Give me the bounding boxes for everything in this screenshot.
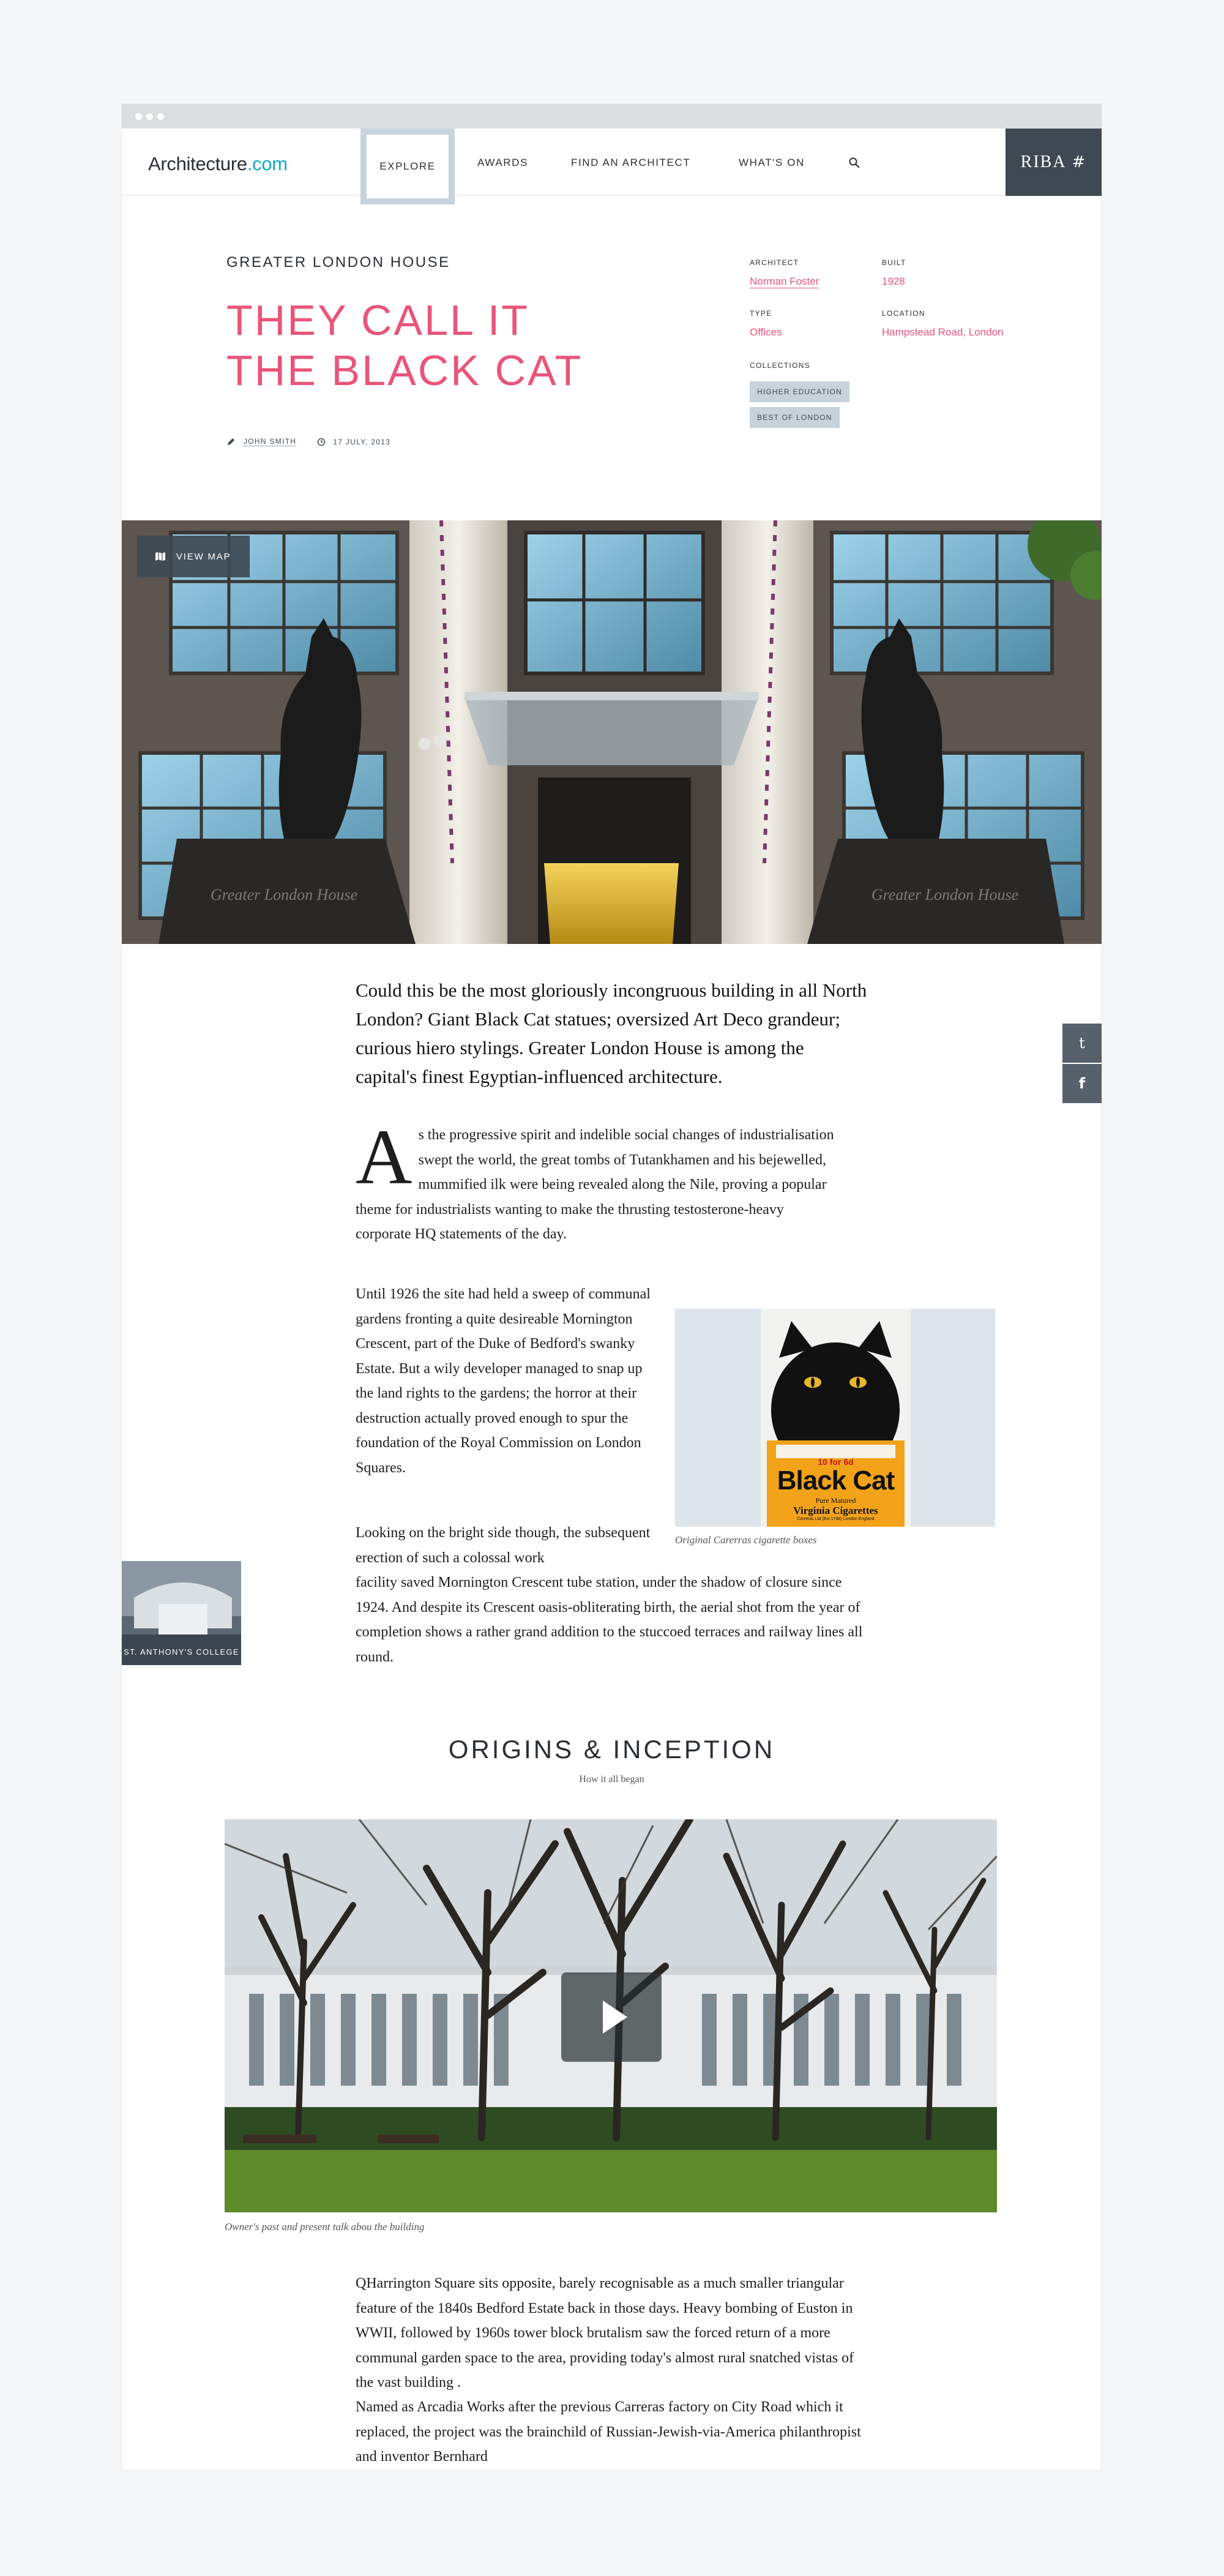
map-icon xyxy=(155,552,165,561)
body-paragraph-1: As the progressive spirit and indelible social changes of industrialisation swept the world, the great tombs of Tutankhamen and his bejewelled, mummified ilk were being revealed along the Nile, proving a popular theme for industrialists wanting to make the thrusting testosterone-heavy corporate HQ statements of the day. xyxy=(356,1114,834,1242)
meta-built-label: BUILT xyxy=(882,258,906,267)
plinth-inscription-left: Greater London House xyxy=(210,886,358,904)
collection-tag-best-of-london[interactable]: BEST OF LONDON xyxy=(750,407,840,428)
body-paragraph-4: QHarrington Square sits opposite, barely recognisable as a much smaller triangular feature of the 1840s Bedford Estate back in those days. Heavy bombing of Euston in WWII, followed by 1960s tower block brutalism saw the forced return of a more communal garden space to the area, providing today's almost rural snatched vistas of the vast building . xyxy=(356,2275,854,2391)
body-paragraph-5: Named as Arcadia Works after the previous Carreras factory on City Road which it replaced, the project was the brainchild of Russian-Jewish-via-America philanthropist and inventor Bernhard xyxy=(356,2399,861,2465)
drop-cap: A xyxy=(356,1114,412,1200)
meta-architect-link[interactable]: Norman Foster xyxy=(750,275,819,287)
window-dot xyxy=(135,113,142,120)
meta-built-value[interactable]: 1928 xyxy=(882,275,905,287)
related-promo-tile[interactable] xyxy=(122,1561,241,1665)
nav-item-awards[interactable]: AWARDS xyxy=(477,157,528,168)
publish-date: 17 JULY, 2013 xyxy=(333,437,391,446)
search-icon[interactable] xyxy=(848,157,860,169)
meta-location-value[interactable]: Hampstead Road, London xyxy=(882,326,1004,338)
clock-icon xyxy=(317,438,326,446)
pack-brand: Black Cat xyxy=(777,1466,895,1496)
top-nav xyxy=(122,129,1102,196)
pack-line-2: Virginia Cigarettes xyxy=(793,1505,878,1516)
video-player[interactable] xyxy=(225,1819,997,2212)
body-paragraph-2: Until 1926 the site had held a sweep of communal gardens fronting a quite desireable Mornington Crescent, part of the Duke of Bedford's swanky Estate. But a wily developer managed to snap up the land rights to the gardens; the horror at their destruction actually proved enough to spur the foundation of the Royal Commission on London Squares. xyxy=(356,1286,651,1476)
browser-window xyxy=(122,104,1102,2470)
meta-type-value[interactable]: Offices xyxy=(750,326,782,338)
figure-caption: Original Carerras cigarette boxes xyxy=(675,1534,817,1546)
building-illustration xyxy=(122,520,1102,944)
play-icon xyxy=(561,1972,662,2062)
play-button[interactable] xyxy=(561,1972,662,2062)
hero-image xyxy=(122,520,1102,944)
author-link[interactable]: JOHN SMITH xyxy=(244,437,297,446)
meta-collections-label: COLLECTIONS xyxy=(750,361,810,370)
meta-location-label: LOCATION xyxy=(882,309,925,318)
collection-tag-higher-education[interactable]: HIGHER EDUCATION xyxy=(750,381,849,402)
promo-label: ST. ANTHONY'S COLLEGE xyxy=(124,1647,239,1657)
twitter-share-button[interactable] xyxy=(1062,1024,1102,1063)
window-chrome xyxy=(122,104,1102,129)
cigarette-pack-image xyxy=(675,1309,995,1527)
section-subtitle: How it all began xyxy=(579,1774,644,1784)
meta-type-label: TYPE xyxy=(750,309,772,318)
window-dot xyxy=(146,113,153,120)
nav-item-whats-on[interactable]: WHAT'S ON xyxy=(739,157,805,168)
article-title: THEY CALL IT THE BLACK CAT xyxy=(226,296,583,394)
pencil-icon xyxy=(226,438,235,446)
facebook-share-button[interactable] xyxy=(1062,1064,1102,1103)
pack-line-1: Pure Matured xyxy=(815,1496,856,1505)
facebook-icon: f xyxy=(1078,1075,1086,1092)
section-title: ORIGINS & INCEPTION xyxy=(448,1735,775,1764)
site-logo[interactable]: Architecture.com xyxy=(148,153,288,174)
pack-top-text: 10 for 6d xyxy=(818,1457,854,1467)
riba-logo[interactable]: RIBA # xyxy=(1006,129,1102,196)
plinth-inscription-right: Greater London House xyxy=(871,886,1019,904)
view-map-button[interactable]: VIEW MAP xyxy=(137,536,250,577)
window-dot xyxy=(157,113,164,120)
article-lede: Could this be the most gloriously incongruous building in all North London? Giant Black Cat statues; oversized Art Deco grandeur; curious hiero stylings. Greater London House is among the capital's finest Egyptian-influenced architecture. xyxy=(356,979,867,1087)
article-label: GREATER LONDON HOUSE xyxy=(226,254,450,271)
nav-item-find-an-architect[interactable]: FIND AN ARCHITECT xyxy=(571,157,691,168)
meta-architect-label: ARCHITECT xyxy=(750,258,799,267)
nav-item-explore[interactable]: EXPLORE xyxy=(360,129,455,204)
twitter-icon: t xyxy=(1079,1035,1085,1052)
body-paragraph-3: Looking on the bright side though, the subsequent erection of such a colossal work facility saved Mornington Crescent tube station, under the shadow of closure since 1924. And despite its Crescent oasis-obliterating birth, the aerial shot from the year of completion shows a rather grand addition to the stuccoed terraces and railway lines all round. xyxy=(356,1525,863,1665)
pack-line-3: Carreras Ltd (Est 1788) London England xyxy=(797,1517,875,1521)
video-caption: Owner's past and present talk abou the building xyxy=(225,2221,425,2233)
byline xyxy=(226,437,390,446)
